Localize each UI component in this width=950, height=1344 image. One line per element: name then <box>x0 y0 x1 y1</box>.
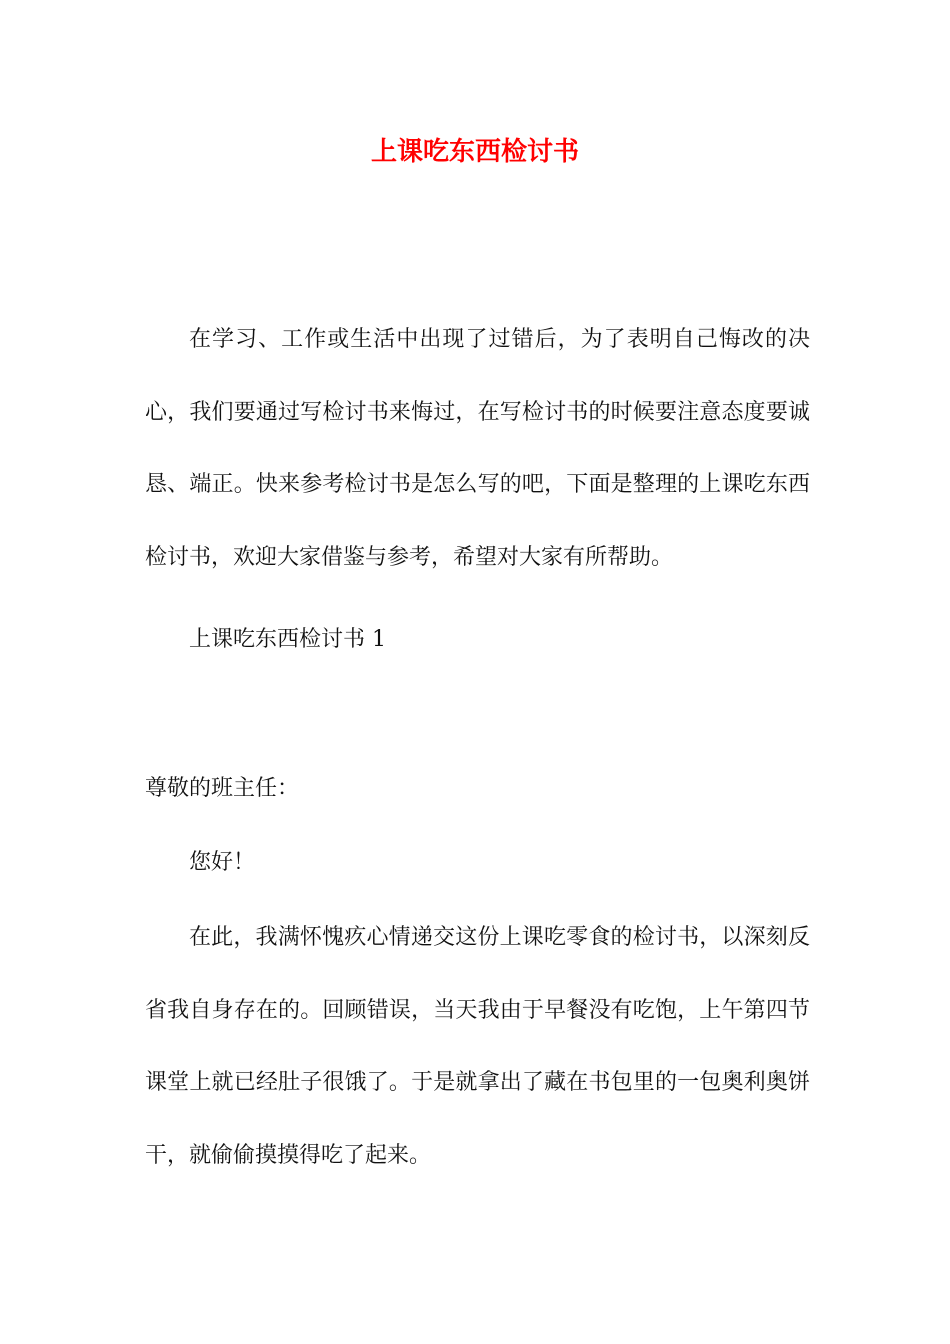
document-title: 上课吃东西检讨书 <box>370 137 579 167</box>
intro-paragraph: 在学习、工作或生活中出现了过错后，为了表明自己悔改的决心，我们要通过写检讨书来悔过，在写检讨书的时候要注意态度要诚恳、端正。快来参考检讨书是怎么写的吧，下面是整理的上课吃东西检讨书，欢迎大家借鉴与参考，希望对大家有所帮助。 <box>145 327 810 570</box>
salutation: 尊敬的班主任： <box>145 776 300 801</box>
section-heading: 上课吃东西检讨书 1 <box>189 627 386 652</box>
greeting: 您好！ <box>189 850 256 875</box>
body-paragraph: 在此，我满怀愧疚心情递交这份上课吃零食的检讨书，以深刻反省我自身存在的。回顾错误，当天我由于早餐没有吃饱，上午第四节课堂上就已经肚子很饿了。于是就拿出了藏在书包里的一包奥利奥饼干，就偷偷摸摸得吃了起来。 <box>145 925 810 1168</box>
